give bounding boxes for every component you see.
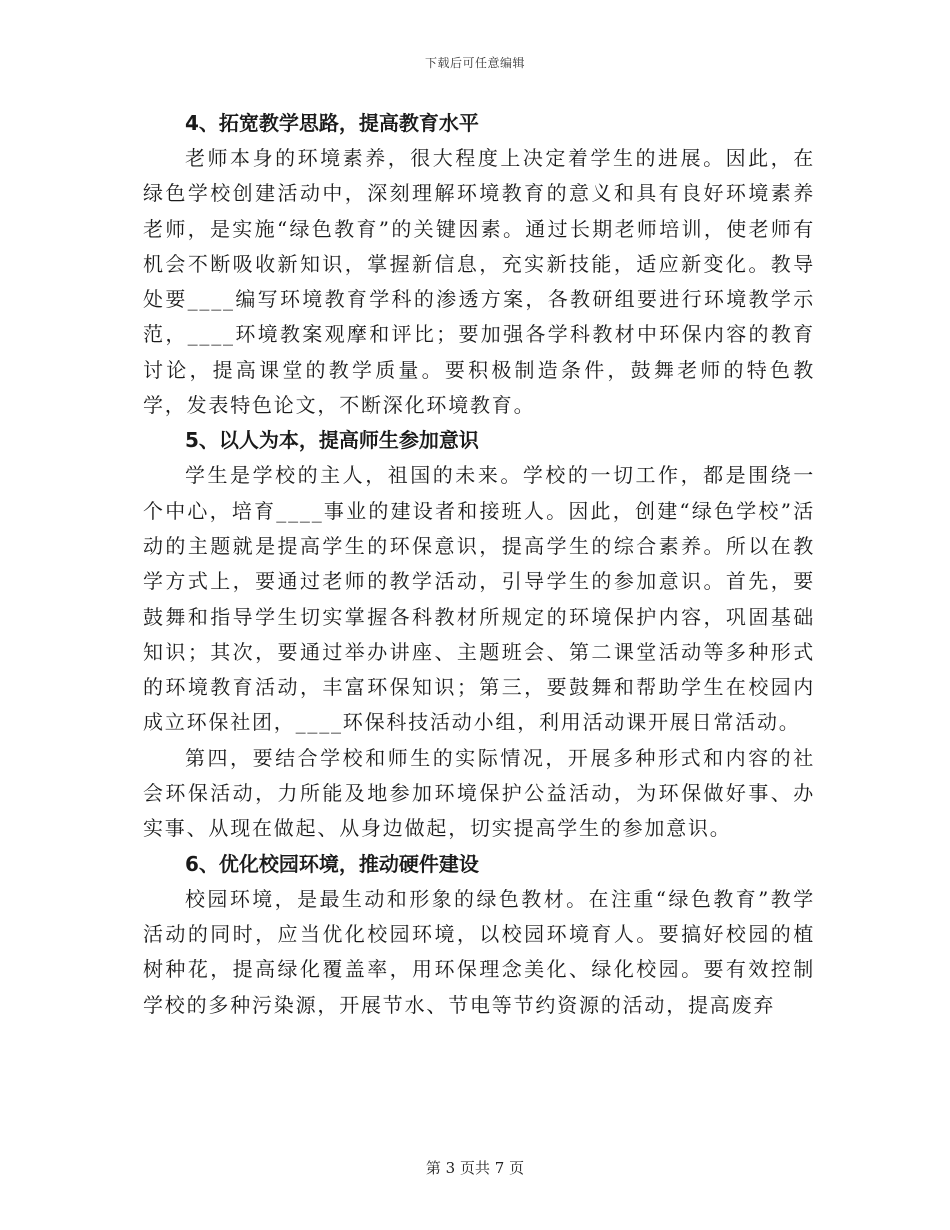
section-number: 6 bbox=[185, 851, 199, 876]
paragraph: 老师本身的环境素养，很大程度上决定着学生的进展。因此，在绿色学校创建活动中，深刻理解环境教育的意义和具有良好环境素养老师，是实施“绿色教育”的关键因素。通过长期老师培训，使老师有机会不断吸收新知识，掌握新信息，充实新技能，适应新变化。教导处要____编写环境教育学科的渗透方案，各教研组要进行环境教学示范，____环境教案观摩和评比；要加强各学科教材中环保内容的教育讨论，提高课堂的教学质量。要积极制造条件，鼓舞老师的特色教学，发表特色论文，不断深化环境教育。 bbox=[143, 146, 815, 418]
document-body bbox=[143, 106, 815, 1023]
paragraph: 第四，要结合学校和师生的实际情况，开展多种形式和内容的社会环保活动，力所能及地参加环境保护公益活动，为环保做好事、办实事、从现在做起、从身边做起，切实提高学生的参加意识。 bbox=[143, 745, 815, 841]
section-number: 4 bbox=[185, 111, 199, 135]
page-footer: 第 3 页共 7 页 bbox=[425, 1159, 525, 1177]
section-heading-5 bbox=[143, 423, 815, 458]
paragraph: 学生是学校的主人，祖国的未来。学校的一切工作，都是围绕一个中心，培育____事业的建设者和接班人。因此，创建“绿色学校”活动的主题就是提高学生的环保意识，提高学生的综合素养。所以在教学方式上，要通过老师的教学活动，引导学生的参加意识。首先，要鼓舞和指导学生切实掌握各科教材所规定的环境保护内容，巩固基础知识；其次，要通过举办讲座、主题班会、第二课堂活动等多种形式的环境教育活动，丰富环保知识；第三，要鼓舞和帮助学生在校园内成立环保社团，____环保科技活动小组，利用活动课开展日常活动。 bbox=[143, 463, 815, 735]
section-heading-4 bbox=[143, 106, 815, 141]
paragraph: 校园环境，是最生动和形象的绿色教材。在注重“绿色教育”教学活动的同时，应当优化校园环境，以校园环境育人。要搞好校园的植树种花，提高绿化覆盖率，用环保理念美化、绿化校园。要有效控制学校的多种污染源，开展节水、节电等节约资源的活动，提高废弃 bbox=[143, 886, 815, 1017]
section-title: 、拓宽教学思路，提高教育水平 bbox=[198, 111, 479, 135]
section-title: 、以人为本，提高师生参加意识 bbox=[198, 428, 479, 453]
page-header: 下载后可任意编辑 bbox=[424, 56, 525, 70]
section-heading-6 bbox=[143, 847, 815, 882]
section-number: 5 bbox=[185, 428, 199, 453]
section-title: 、优化校园环境，推动硬件建设 bbox=[198, 851, 479, 876]
